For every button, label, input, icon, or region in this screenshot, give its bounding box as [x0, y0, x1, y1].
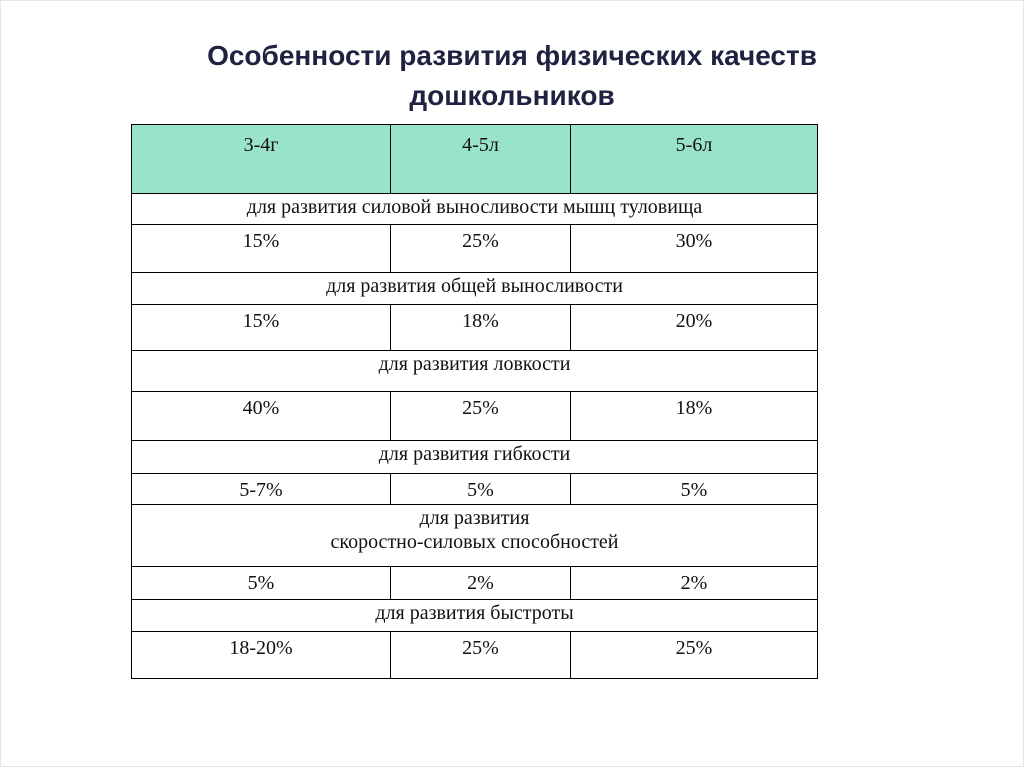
value-cell: 5%: [132, 567, 391, 600]
section-label-text: для развития общей выносливости: [326, 275, 623, 297]
table-row: [132, 225, 818, 273]
section-row: [132, 273, 818, 305]
section-row: [132, 441, 818, 474]
value-cell: 25%: [571, 632, 818, 679]
section-label-text: скоростно-силовых способностей: [330, 531, 619, 553]
value-cell: 5%: [391, 474, 571, 505]
header-cell: 3-4г: [132, 125, 391, 194]
value-cell: 18%: [391, 305, 571, 351]
value-cell: 15%: [132, 225, 391, 273]
table-row: [132, 392, 818, 441]
table-row: [132, 567, 818, 600]
value-cell: 25%: [391, 225, 571, 273]
section-label: [132, 505, 818, 567]
value-cell: 15%: [132, 305, 391, 351]
value-cell: 5-7%: [132, 474, 391, 505]
header-cell: 4-5л: [391, 125, 571, 194]
table-row: [132, 305, 818, 351]
value-cell: 25%: [391, 632, 571, 679]
title-line-2: дошкольников: [409, 80, 615, 111]
header-cell: 5-6л: [571, 125, 818, 194]
section-label: [132, 351, 818, 392]
table-row: [132, 632, 818, 679]
section-label: [132, 273, 818, 305]
table-header-row: [132, 125, 818, 194]
section-label-text: для развития силовой выносливости мышц туловища: [246, 196, 703, 218]
title-line-1: Особенности развития физических качеств: [207, 40, 817, 71]
section-label: [132, 441, 818, 474]
value-cell: 30%: [571, 225, 818, 273]
value-cell: 5%: [571, 474, 818, 505]
section-row: [132, 505, 818, 567]
section-row: [132, 600, 818, 632]
value-cell: 18%: [571, 392, 818, 441]
value-cell: 2%: [571, 567, 818, 600]
section-label: [132, 600, 818, 632]
section-label-text: для развития: [419, 507, 530, 529]
physical-qualities-table: [131, 124, 818, 679]
value-cell: 2%: [391, 567, 571, 600]
section-label-text: для развития быстроты: [375, 602, 574, 624]
section-label: [132, 194, 818, 225]
table-row: [132, 474, 818, 505]
value-cell: 40%: [132, 392, 391, 441]
section-row: [132, 351, 818, 392]
value-cell: 25%: [391, 392, 571, 441]
section-row: [132, 194, 818, 225]
section-label-text: для развития гибкости: [378, 443, 571, 465]
page-title: [0, 36, 1024, 116]
value-cell: 20%: [571, 305, 818, 351]
section-label-text: для развития ловкости: [378, 353, 571, 375]
value-cell: 18-20%: [132, 632, 391, 679]
